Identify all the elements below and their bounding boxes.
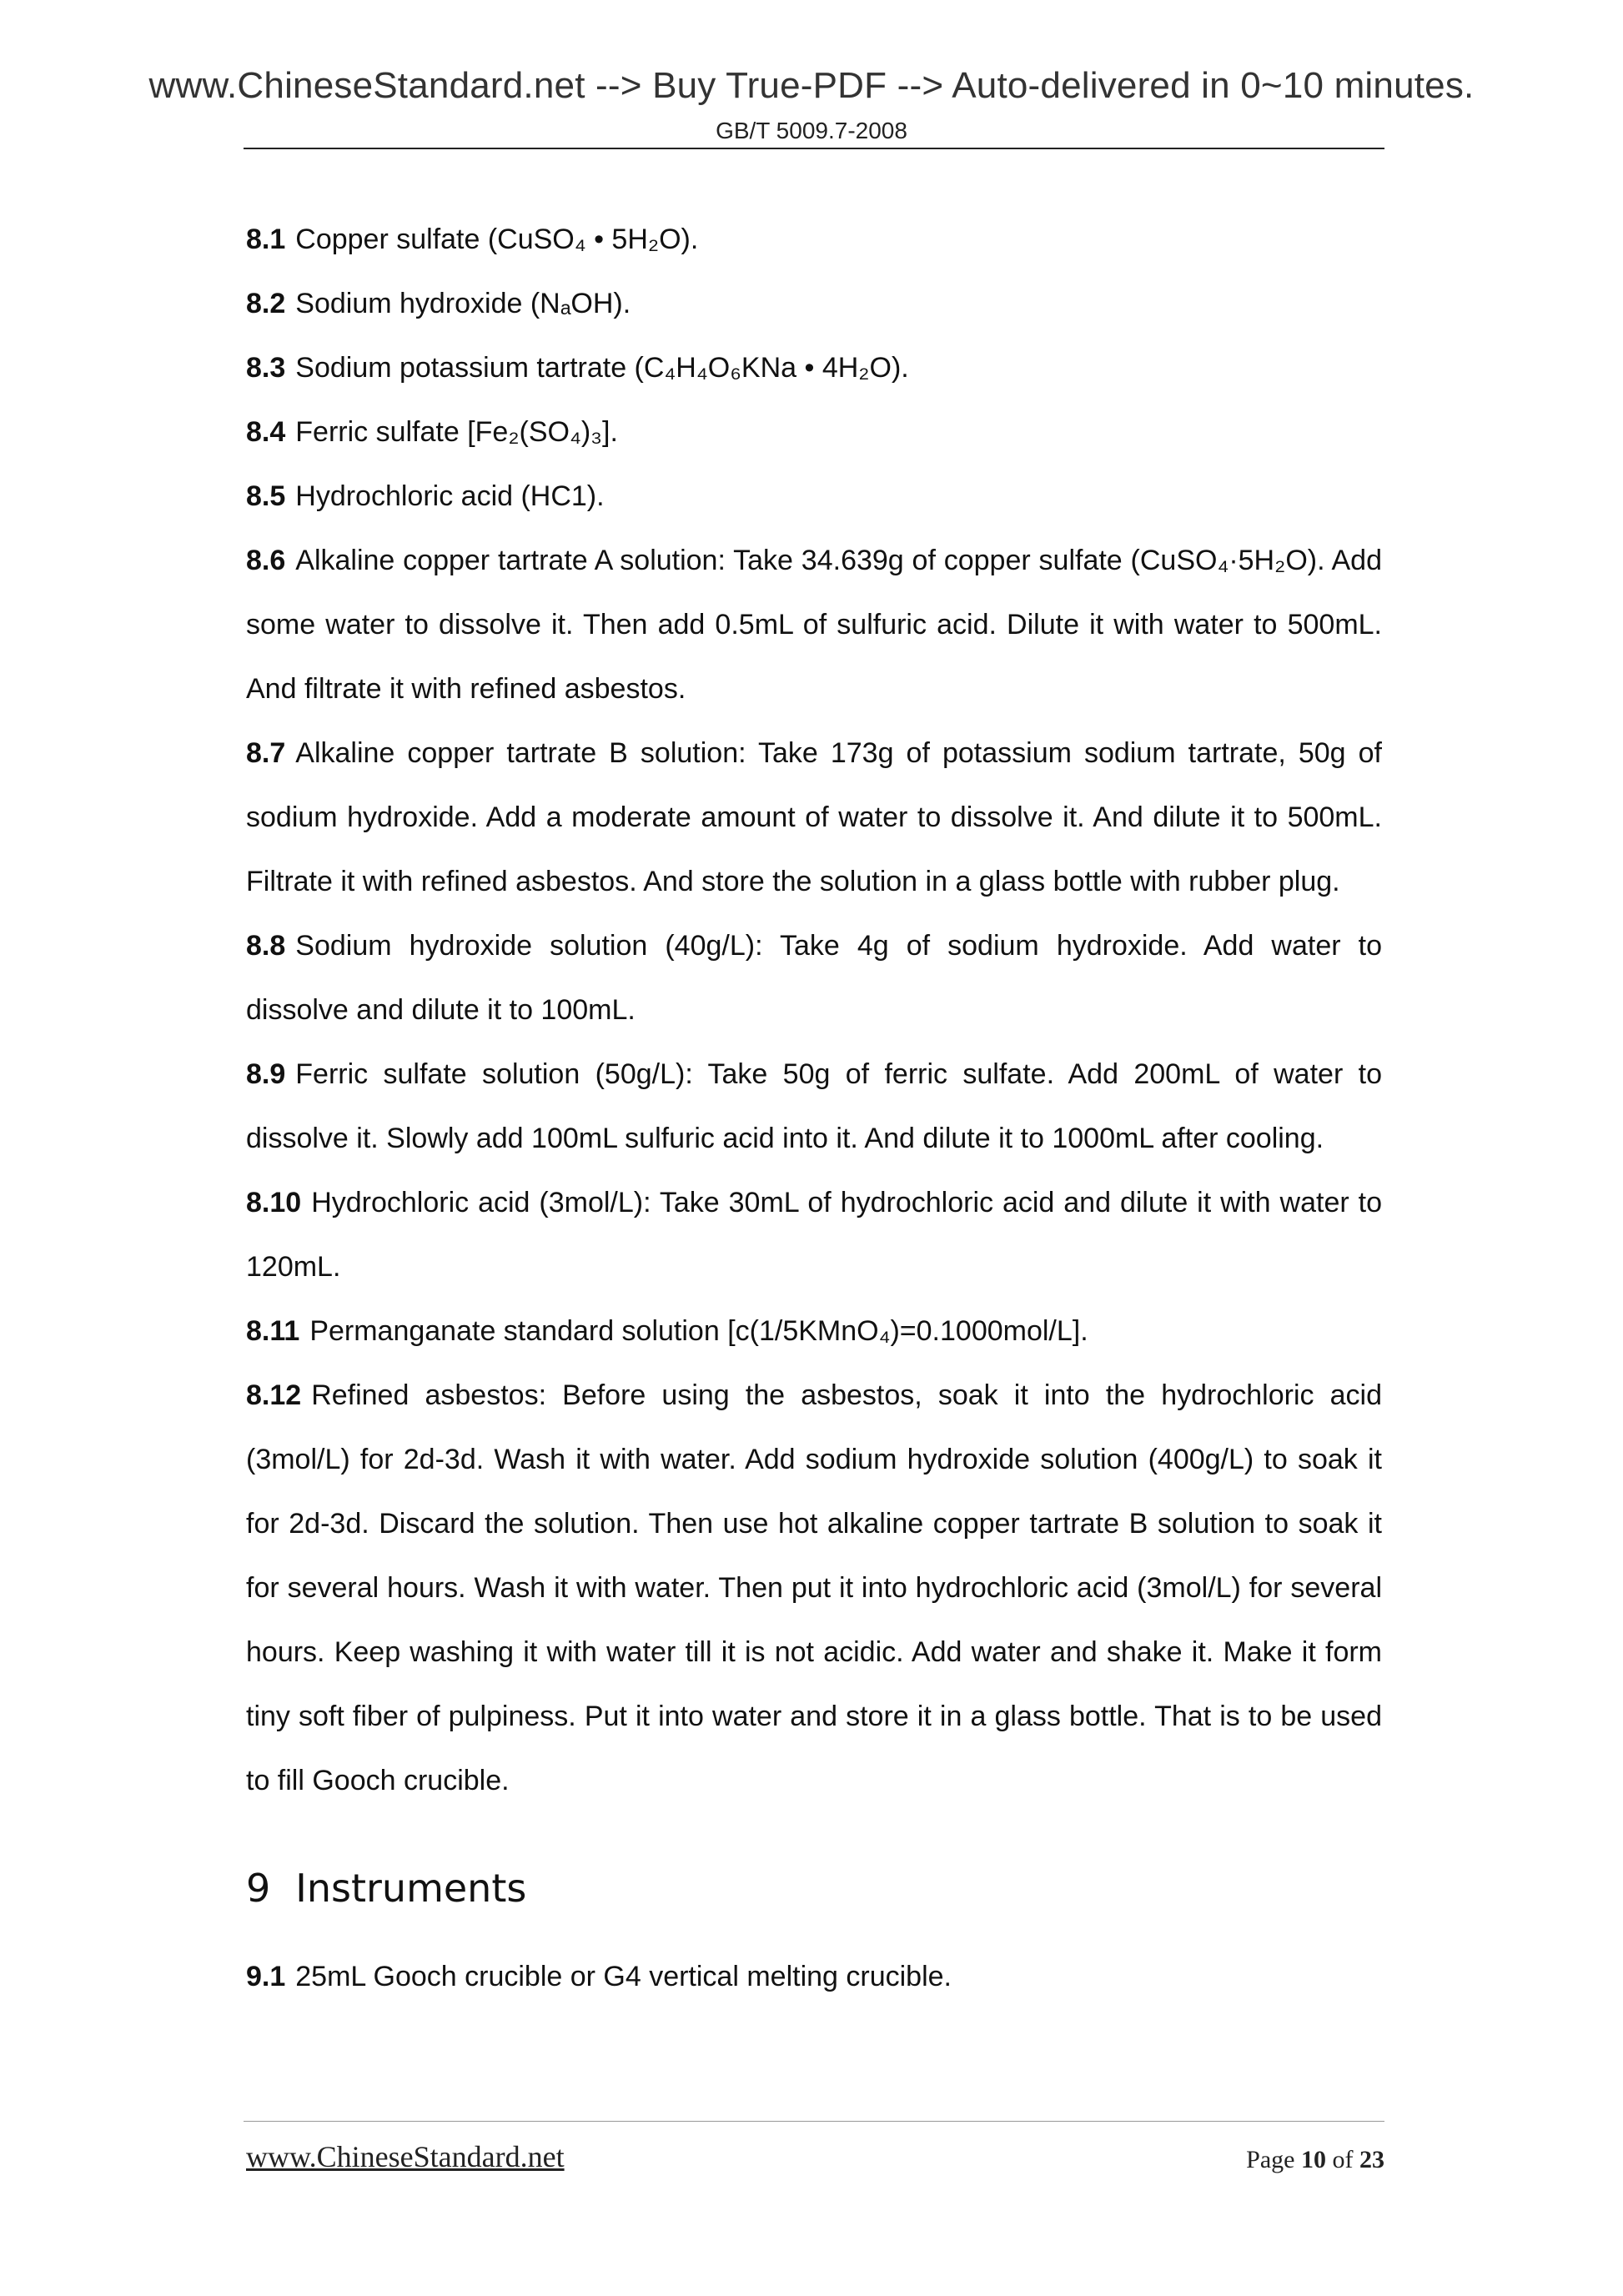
- clause-8-12: [246, 1364, 1382, 1813]
- clause-number: 8.12: [246, 1379, 302, 1411]
- clause-9-1: [246, 1945, 1382, 2009]
- clause-8-8: [246, 914, 1382, 1042]
- clause-8-5: [246, 465, 1382, 529]
- clause-8-1: [246, 208, 1382, 272]
- clause-number: 8.2: [246, 288, 286, 319]
- clause-text: Sodium hydroxide (NₐOH).: [295, 288, 631, 319]
- clause-8-6: [246, 529, 1382, 721]
- clause-number: 8.9: [246, 1058, 286, 1090]
- clause-number: 8.3: [246, 352, 286, 384]
- clause-8-11: [246, 1299, 1382, 1364]
- clause-number: 8.4: [246, 416, 286, 448]
- clause-text: Hydrochloric acid (HC1).: [295, 480, 605, 512]
- header-banner[interactable]: www.ChineseStandard.net --> Buy True-PDF --> Auto-delivered in 0~10 minutes.: [148, 65, 1475, 106]
- page-number: [1246, 2146, 1384, 2174]
- document-id: GB/T 5009.7-2008: [716, 118, 907, 143]
- clause-8-7: [246, 721, 1382, 914]
- clause-8-10: [246, 1171, 1382, 1299]
- clause-text: Alkaline copper tartrate A solution: Take 34.639g of copper sulfate (CuSO₄·5H₂O). Add some water to dissolve it. Then add 0.5mL of sulfuric acid. Dilute it with water to 500mL. And filtrate it with refined asbestos.: [246, 545, 1382, 705]
- clause-text: Hydrochloric acid (3mol/L): Take 30mL of hydrochloric acid and dilute it with water to 120mL.: [246, 1187, 1382, 1283]
- header-divider: [244, 148, 1384, 149]
- clause-text: Alkaline copper tartrate B solution: Take 173g of potassium sodium tartrate, 50g of sodium hydroxide. Add a moderate amount of water to dissolve it. And dilute it to 500mL. Filtrate it with refined asbestos. And store the solution in a glass bottle with rubber plug.: [246, 737, 1382, 897]
- clause-text: Sodium hydroxide solution (40g/L): Take 4g of sodium hydroxide. Add water to dissolve and dilute it to 100mL.: [246, 930, 1382, 1026]
- page-current: 10: [1301, 2146, 1326, 2173]
- clause-number: 8.1: [246, 224, 286, 255]
- clause-number: 8.8: [246, 930, 286, 962]
- document-body: [246, 208, 1382, 2009]
- page-word: Page: [1246, 2146, 1295, 2173]
- clause-8-3: [246, 336, 1382, 400]
- page-of: of: [1332, 2146, 1354, 2173]
- clause-text: Refined asbestos: Before using the asbestos, soak it into the hydrochloric acid (3mol/L) for 2d-3d. Wash it with water. Add sodium hydroxide solution (400g/L) to soak it for 2d-3d. Discard the solution. Then use hot alkaline copper tartrate B solution to soak it for several hours. Wash it with water. Then put it into hydrochloric acid (3mol/L) for several hours. Keep washing it with water till it is not acidic. Add water and shake it. Make it form tiny soft fiber of pulpiness. Put it into water and store it in a glass bottle. That is to be used to fill Gooch crucible.: [246, 1379, 1382, 1796]
- clause-text: 25mL Gooch crucible or G4 vertical melting crucible.: [295, 1961, 952, 1992]
- footer-divider: [244, 2121, 1384, 2122]
- clause-number: 8.10: [246, 1187, 302, 1218]
- clause-text: Ferric sulfate [Fe₂(SO₄)₃].: [295, 416, 618, 448]
- clause-text: Sodium potassium tartrate (C₄H₄O₆KNa • 4H₂O).: [295, 352, 909, 384]
- section-number: 9: [246, 1866, 271, 1911]
- clause-number: 8.11: [246, 1315, 300, 1347]
- clause-number: 8.7: [246, 737, 286, 769]
- clause-text: Ferric sulfate solution (50g/L): Take 50g of ferric sulfate. Add 200mL of water to dissolve it. Slowly add 100mL sulfuric acid into it. And dilute it to 1000mL after cooling.: [246, 1058, 1382, 1154]
- clause-text: Copper sulfate (CuSO₄ • 5H₂O).: [295, 224, 699, 255]
- clause-8-9: [246, 1042, 1382, 1171]
- footer-website-link[interactable]: www.ChineseStandard.net: [246, 2140, 565, 2173]
- clause-number: 8.6: [246, 545, 286, 576]
- clause-8-4: [246, 400, 1382, 465]
- clause-number: 8.5: [246, 480, 286, 512]
- clause-text: Permanganate standard solution [c(1/5KMnO₄)=0.1000mol/L].: [309, 1315, 1088, 1347]
- clause-8-2: [246, 272, 1382, 336]
- clause-number: 9.1: [246, 1961, 286, 1992]
- section-title: Instruments: [295, 1866, 527, 1911]
- page-total: 23: [1359, 2146, 1384, 2173]
- section-heading-instruments: [246, 1863, 1382, 1913]
